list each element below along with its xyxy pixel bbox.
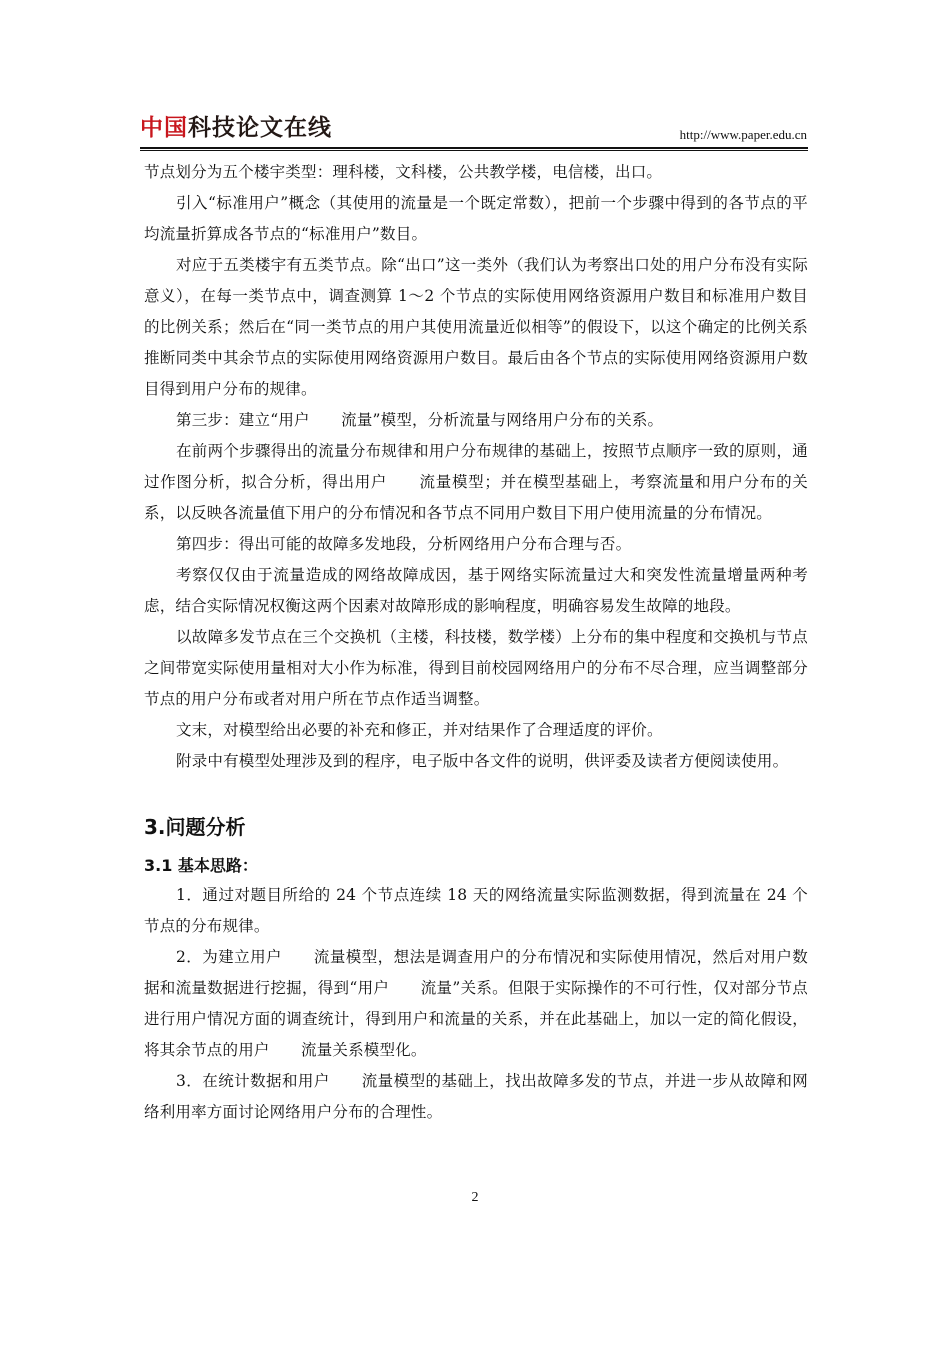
page-number: 2 xyxy=(471,1190,479,1205)
logo-part-2: 科技论文在线 xyxy=(188,115,332,141)
paragraph: 3．在统计数据和用户 流量模型的基础上，找出故障多发的节点，并进一步从故障和网络利用率方面讨论网络用户分布的合理性。 xyxy=(144,1072,808,1121)
paragraph: 在前两个步骤得出的流量分布规律和用户分布规律的基础上，按照节点顺序一致的原则，通过作图分析，拟合分析，得出用户 流量模型；并在模型基础上，考察流量和用户分布的关系，以反映各流量值下用户的分布情况和各节点不同用户数目下用户使用流量的分布情况。 xyxy=(144,442,808,522)
paragraph: 第四步：得出可能的故障多发地段，分析网络用户分布合理与否。 xyxy=(176,535,632,553)
paragraph: 节点划分为五个楼宇类型：理科楼，文科楼，公共教学楼，电信楼，出口。 xyxy=(144,163,663,181)
paragraph: 以故障多发节点在三个交换机（主楼，科技楼，数学楼）上分布的集中程度和交换机与节点之间带宽实际使用量相对大小作为标准，得到目前校园网络用户的分布不尽合理，应当调整部分节点的用户分布或者对用户所在节点作适当调整。 xyxy=(144,628,808,708)
section-title: 3.问题分析 xyxy=(144,815,246,839)
logo xyxy=(140,114,332,142)
paragraph: 文末，对模型给出必要的补充和修正，并对结果作了合理适度的评价。 xyxy=(176,721,663,739)
subsection-title: 3.1 基本思路： xyxy=(144,856,258,875)
paragraph: 考察仅仅由于流量造成的网络故障成因，基于网络实际流量过大和突发性流量增量两种考虑，结合实际情况权衡这两个因素对故障形成的影响程度，明确容易发生故障的地段。 xyxy=(144,566,808,615)
paragraph: 1．通过对题目所给的 24 个节点连续 18 天的网络流量实际监测数据，得到流量在 24 个节点的分布规律。 xyxy=(144,886,808,935)
header-url: http://www.paper.edu.cn xyxy=(679,127,807,142)
paragraph: 对应于五类楼宇有五类节点。除“出口”这一类外（我们认为考察出口处的用户分布没有实际意义），在每一类节点中，调查测算 1～2 个节点的实际使用网络资源用户数目和标准用户数目的比例关系；然后在“同一类节点的用户其使用流量近似相等”的假设下，以这个确定的比例关系推断同类中其余节点的实际使用网络资源用户数目。最后由各个节点的实际使用网络资源用户数目得到用户分布的规律。 xyxy=(144,256,808,398)
paragraph: 第三步：建立“用户 流量”模型，分析流量与网络用户分布的关系。 xyxy=(176,411,664,429)
paragraph: 引入“标准用户”概念（其使用的流量是一个既定常数），把前一个步骤中得到的各节点的平均流量折算成各节点的“标准用户”数目。 xyxy=(144,194,808,243)
paragraph: 2．为建立用户 流量模型，想法是调查用户的分布情况和实际使用情况，然后对用户数据和流量数据进行挖掘，得到“用户 流量”关系。但限于实际操作的不可行性，仅对部分节点进行用户情况方面的调查统计，得到用户和流量的关系，并在此基础上，加以一定的简化假设，将其余节点的用户 流量关系模型化。 xyxy=(144,948,808,1059)
page-body xyxy=(144,157,808,1128)
paragraph: 附录中有模型处理涉及到的程序，电子版中各文件的说明，供评委及读者方便阅读使用。 xyxy=(176,752,789,770)
logo-part-1: 中国 xyxy=(140,115,188,141)
header-rule xyxy=(140,147,808,151)
